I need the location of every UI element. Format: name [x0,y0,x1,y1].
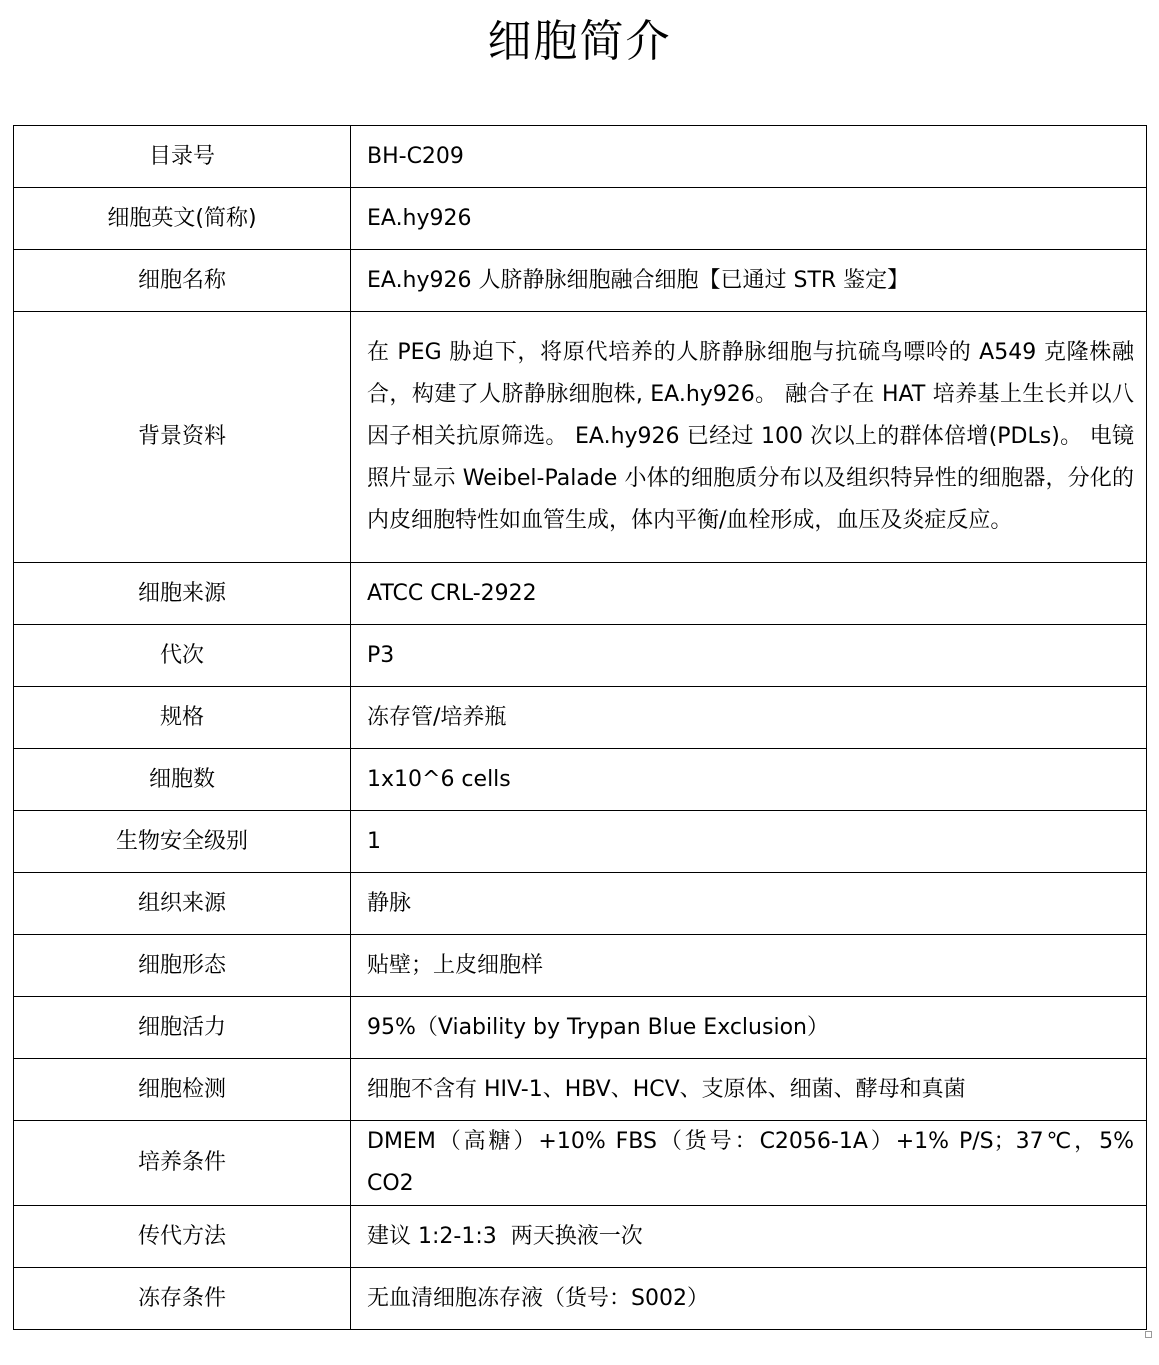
page-corner-mark [1145,1331,1152,1338]
row-label: 细胞形态 [14,935,351,997]
table-row-catalog-number [14,126,1147,188]
page-title: 细胞简介 [487,16,672,67]
cell-info-table [13,125,1147,1330]
row-value: 无血清细胞冻存液（货号：S002） [351,1268,1147,1330]
row-label: 细胞名称 [14,250,351,312]
background-text: 在 PEG 胁迫下，将原代培养的人脐静脉细胞与抗硫鸟嘌呤的 A549 克隆株融合，构建了人脐静脉细胞株, EA.hy926。 融合子在 HAT 培养基上生长并以八因子相关抗原筛选。 EA.hy926 已经过 100 次以上的群体倍增(PDLs)。 电镜照片显示 Weibel-Palade 小体的细胞质分布以及组织特异性的细胞器，分化的内皮细胞特性如血管生成，体内平衡/血栓形成，血压及炎症反应。 [367,340,1134,533]
table-row-biosafety-level [14,811,1147,873]
table-row-tissue-source [14,873,1147,935]
table-row-background [14,312,1147,563]
row-value [351,312,1147,563]
table-row-freezing-conditions [14,1268,1147,1330]
row-label: 细胞来源 [14,563,351,625]
row-value: 95%（Viability by Trypan Blue Exclusion） [351,997,1147,1059]
row-value: 冻存管/培养瓶 [351,687,1147,749]
row-label: 组织来源 [14,873,351,935]
row-label: 代次 [14,625,351,687]
row-value: P3 [351,625,1147,687]
table-row-cell-source [14,563,1147,625]
row-value: 1x10^6 cells [351,749,1147,811]
row-label: 细胞数 [14,749,351,811]
row-value: 静脉 [351,873,1147,935]
table-row-specification [14,687,1147,749]
row-value: EA.hy926 人脐静脉细胞融合细胞【已通过 STR 鉴定】 [351,250,1147,312]
row-label: 细胞检测 [14,1059,351,1121]
row-value: 贴壁；上皮细胞样 [351,935,1147,997]
row-label: 背景资料 [14,312,351,563]
row-value: EA.hy926 [351,188,1147,250]
table-row-morphology [14,935,1147,997]
table-row-viability [14,997,1147,1059]
row-label: 生物安全级别 [14,811,351,873]
row-value: 建议 1:2-1:3 两天换液一次 [351,1206,1147,1268]
table-row-cell-name [14,250,1147,312]
table-row-english-name [14,188,1147,250]
row-value: 1 [351,811,1147,873]
table-row-passage-method [14,1206,1147,1268]
row-value: ATCC CRL-2922 [351,563,1147,625]
row-label: 细胞英文(简称) [14,188,351,250]
row-value: 细胞不含有 HIV-1、HBV、HCV、支原体、细菌、酵母和真菌 [351,1059,1147,1121]
table-row-passage [14,625,1147,687]
row-label: 培养条件 [14,1121,351,1206]
culture-conditions-text: DMEM（高糖）+10% FBS（货号：C2056-1A）+1% P/S；37℃，5% CO2 [367,1129,1134,1196]
row-value [351,1121,1147,1206]
row-value: BH-C209 [351,126,1147,188]
row-label: 规格 [14,687,351,749]
row-label: 传代方法 [14,1206,351,1268]
row-label: 目录号 [14,126,351,188]
row-label: 冻存条件 [14,1268,351,1330]
table-row-cell-count [14,749,1147,811]
row-label: 细胞活力 [14,997,351,1059]
table-row-detection [14,1059,1147,1121]
table-row-culture-conditions [14,1121,1147,1206]
